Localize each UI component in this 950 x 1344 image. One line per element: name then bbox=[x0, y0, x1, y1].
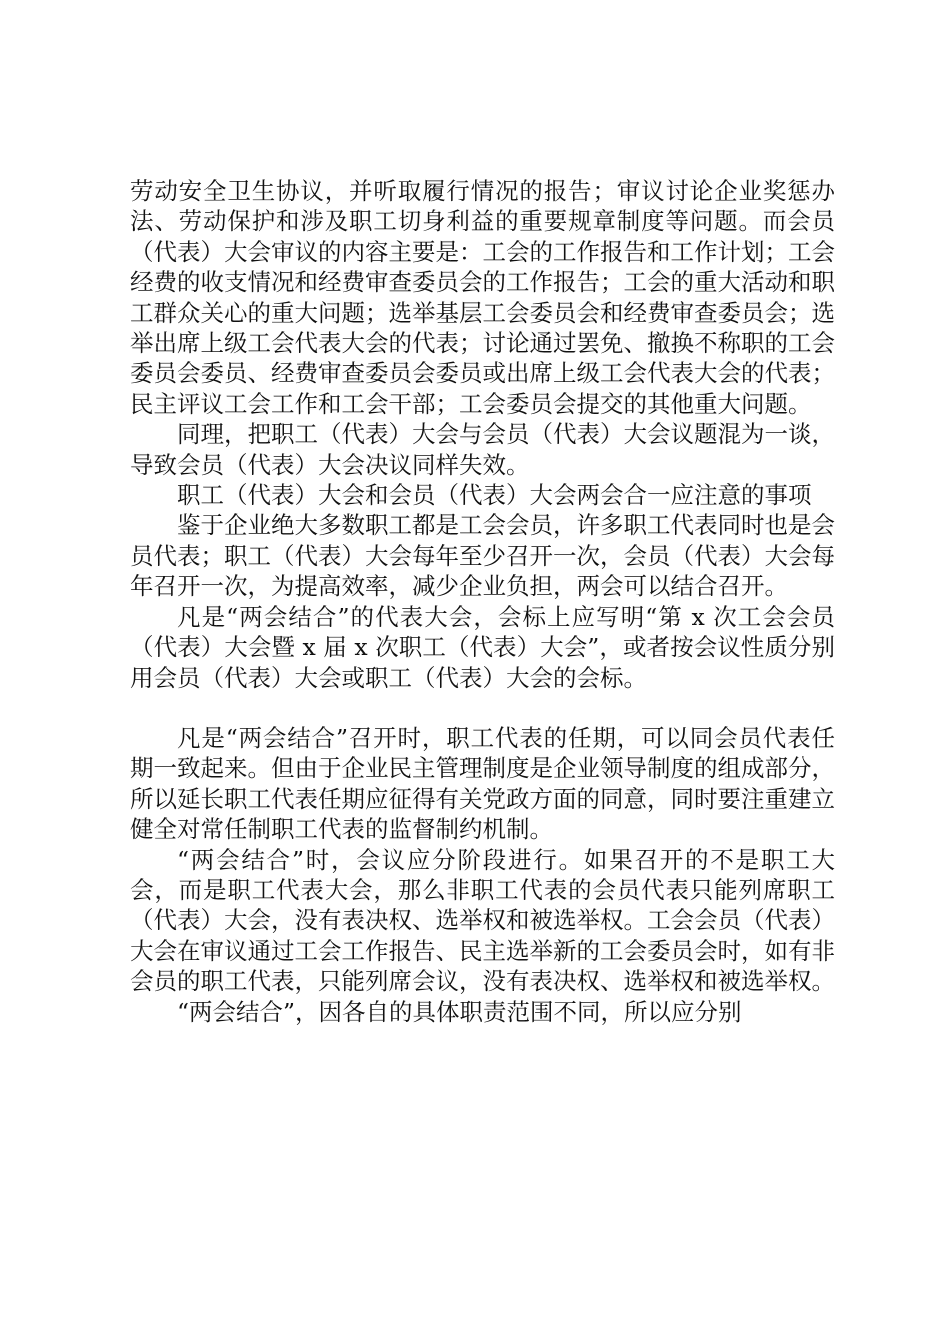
paragraph: 同理，把职工（代表）大会与会员（代表）大会议题混为一谈，导致会员（代表）大会决议同样失效。 bbox=[130, 420, 835, 479]
document-body bbox=[130, 176, 835, 1027]
paragraph: 鉴于企业绝大多数职工都是工会会员，许多职工代表同时也是会员代表；职工（代表）大会每年至少召开一次，会员（代表）大会每年召开一次，为提高效率，减少企业负担，两会可以结合召开。 bbox=[130, 511, 835, 601]
blank-line bbox=[130, 693, 835, 723]
paragraph: 凡是“两会结合”召开时，职工代表的任期，可以同会员代表任期一致起来。但由于企业民主管理制度是企业领导制度的组成部分，所以延长职工代表任期应征得有关党政方面的同意，同时要注重建立健全对常任制职工代表的监督制约机制。 bbox=[130, 723, 835, 844]
paragraph: “两会结合”，因各自的具体职责范围不同，所以应分别 bbox=[177, 997, 742, 1026]
paragraph: 凡是“两会结合”的代表大会，会标上应写明“第 x 次工会会员（代表）大会暨 x 届 x 次职工（代表）大会”，或者按会议性质分别用会员（代表）大会或职工（代表）大会的会标。 bbox=[130, 602, 835, 692]
paragraph-continuation: 劳动安全卫生协议，并听取履行情况的报告；审议讨论企业奖惩办法、劳动保护和涉及职工切身利益的重要规章制度等问题。而会员（代表）大会审议的内容主要是：工会的工作报告和工作计划；工会经费的收支情况和经费审查委员会的工作报告；工会的重大活动和职工群众关心的重大问题；选举基层工会委员会和经费审查委员会；选举出席上级工会代表大会的代表；讨论通过罢免、撤换不称职的工会委员会委员、经费审查委员会委员或出席上级工会代表大会的代表；民主评议工会工作和工会干部；工会委员会提交的其他重大问题。 bbox=[130, 177, 835, 418]
section-heading: 职工（代表）大会和会员（代表）大会两会合一应注意的事项 bbox=[177, 481, 812, 510]
paragraph: “两会结合”时，会议应分阶段进行。如果召开的不是职工大会，而是职工代表大会，那么非职工代表的会员代表只能列席职工（代表）大会，没有表决权、选举权和被选举权。工会会员（代表）大会在审议通过工会工作报告、民主选举新的工会委员会时，如有非会员的职工代表，只能列席会议，没有表决权、选举权和被选举权。 bbox=[130, 845, 835, 996]
